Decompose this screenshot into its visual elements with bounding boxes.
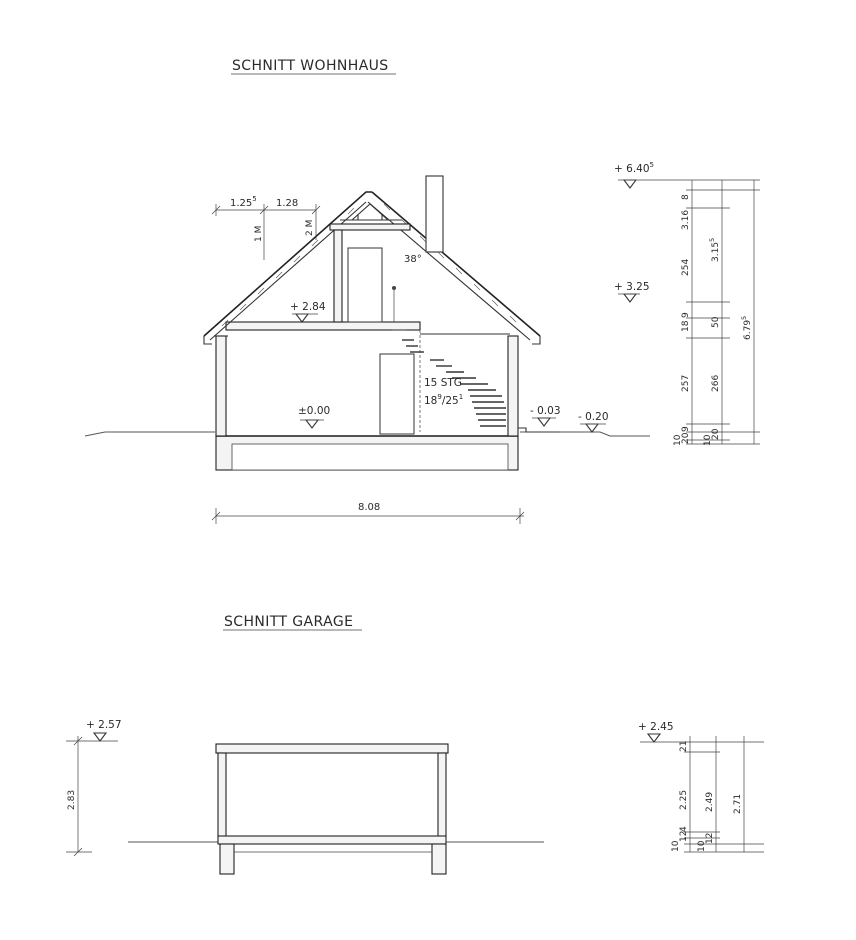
garage-right-dim-12a: 12: [679, 830, 689, 842]
right-dim-679: [740, 316, 753, 340]
right-dim-8: 8: [681, 194, 691, 200]
width-dim: 8.08: [358, 502, 381, 513]
house-title: SCHNITT WOHNHAUS: [232, 58, 389, 74]
right-dim-20a: 20: [681, 432, 691, 444]
overhang-dim-1: [230, 195, 257, 209]
roof-angle: 38°: [404, 254, 422, 265]
house-chimney: [426, 176, 443, 252]
garage-foundation-right: [432, 844, 446, 874]
garage-wall-left: [218, 753, 226, 837]
house-door: [380, 354, 414, 434]
house-roof-left-inner: [210, 202, 366, 340]
level-ground: ±0.00: [298, 405, 331, 417]
house-roof-right: [372, 192, 540, 336]
overhang-dim-2: 1.28: [276, 198, 299, 209]
garage-right-dim-4: 4: [679, 826, 689, 832]
right-dim-315-main: 3.15: [711, 241, 721, 262]
garage-level-right: + 2.45: [638, 721, 674, 733]
level-terrain: - 0.20: [578, 411, 609, 423]
right-dim-10b: 10: [703, 434, 713, 446]
house-section: [85, 58, 760, 524]
right-level-top-mark: [618, 180, 760, 188]
stairs-ratio: [424, 393, 463, 407]
level-terrain-mark: [580, 424, 606, 432]
level-attic-mark: [292, 314, 318, 322]
stairs-count: 15 STG: [424, 377, 462, 389]
right-dim-50: 50: [711, 316, 721, 328]
right-dim-20b: 20: [711, 428, 721, 440]
garage-right-dim-21: 21: [679, 740, 689, 752]
overhang-dimension: [212, 204, 320, 260]
garage-right-dim-225: 2.25: [679, 789, 689, 810]
garage-roof-slab: [216, 744, 448, 753]
garage-right-dim-chain: [684, 736, 764, 852]
house-ceiling-slab: [226, 322, 420, 330]
right-dim-10a: 10: [673, 434, 683, 446]
garage-height-left: 2.83: [67, 789, 77, 810]
garage-level-left: + 2.57: [86, 719, 122, 731]
level-ground-mark: [300, 420, 324, 428]
right-dim-9b: 9: [681, 426, 691, 432]
house-terrace-step: [518, 428, 560, 432]
stairs-ratio-mid: /25: [441, 395, 459, 407]
level-terrace-mark: [532, 418, 556, 426]
height-2m-label: 2 M: [305, 219, 315, 236]
garage-level-right-mark: [640, 734, 764, 742]
house-foundation-inner: [232, 444, 508, 470]
right-level-top-sup: 5: [649, 161, 654, 169]
garage-wall-right: [438, 753, 446, 837]
right-level-top: [614, 161, 654, 175]
house-wall-left: [216, 336, 226, 436]
garage-title: SCHNITT GARAGE: [224, 614, 354, 630]
house-roof-right-inner: [368, 202, 530, 340]
stairs-ratio-sup1: 9: [437, 393, 442, 401]
garage-section: [66, 614, 764, 874]
house-roof-left: [204, 192, 372, 336]
right-level-mid-mark: [618, 294, 640, 302]
right-dim-257: 257: [681, 374, 691, 392]
garage-right-dim-249: 2.49: [705, 791, 715, 812]
overhang-dim-1-main: 1.25: [230, 198, 253, 209]
right-dim-chain: [686, 180, 760, 444]
right-dim-679-main: 6.79: [743, 319, 753, 340]
house-attic-wall: [334, 230, 342, 322]
garage-right-dim-10a: 10: [671, 840, 681, 852]
overhang-dim-1-sup: 5: [252, 195, 257, 203]
garage-right-dim-10b: 10: [697, 840, 707, 852]
house-attic-lamp-head: [392, 286, 396, 290]
stairs-ratio-sup2: 1: [458, 393, 464, 401]
level-terrace: - 0.03: [530, 405, 561, 417]
right-dim-316: 3.16: [681, 209, 691, 230]
garage-right-dim-12b: 12: [705, 832, 715, 844]
height-1m-label: 1 M: [254, 225, 264, 242]
stairs-ratio-main: 18: [424, 395, 438, 407]
house-collar-beam: [330, 224, 410, 230]
garage-level-left-mark: [66, 733, 118, 741]
right-dim-9a: 9: [681, 312, 691, 318]
right-dim-18: 18: [681, 320, 691, 332]
garage-foundation-left: [220, 844, 234, 874]
garage-right-dim-271: 2.71: [733, 793, 743, 814]
house-wall-right: [508, 336, 518, 436]
garage-floor-slab: [218, 836, 446, 844]
right-dim-315: [708, 238, 721, 262]
level-attic: + 2.84: [290, 301, 326, 313]
right-dim-266: 266: [711, 374, 721, 392]
right-level-mid: + 3.25: [614, 281, 650, 293]
right-dim-679-sup: 5: [740, 315, 748, 320]
house-attic-door: [348, 248, 382, 322]
right-level-top-main: + 6.40: [614, 163, 650, 175]
right-dim-315-sup: 5: [708, 237, 716, 242]
house-eave-right: [532, 336, 540, 344]
right-dim-254: 254: [681, 258, 691, 276]
